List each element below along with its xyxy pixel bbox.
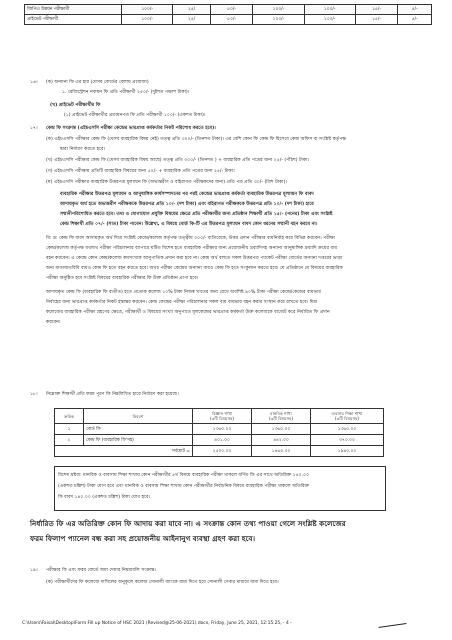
total-label: সর্বমোট = [55, 446, 193, 457]
cell: ১৫/- [355, 15, 397, 25]
paragraph-line: (খ) এইচএসসি পরীক্ষার কেন্দ্র ফি (যেসব ব্যবহারিক বিষয় আছে) তত্ত্ব প্রতি ৩০০/- (তিনশত ) + ব্যবহারিক প্রতি পত্রের জন্য ২৫/- (পঁচিশ) টাকা। [46, 158, 310, 163]
paragraph-line: অন্য যাতায়াতবিধি ব্যয়ও কেন্দ্র ফি হতে বহন করতে হবে। অথচ পরীক্ষা কেন্দ্রের অন্যান্য ব্যয়ও কেন্দ্র ফি হতে সংকুলান করতে হবে। যে প্রতিষ্ঠানে যে বিষয়ের ব্যবহারিক [46, 266, 343, 271]
cell: ৫/- [398, 15, 432, 25]
column-header: ব্যবসায় শিক্ষা শাখা (৩টি বিষয়সহ) [311, 409, 384, 424]
paragraph-line: (গ) এইচএসসি পরীক্ষায় প্রতিটি ব্যবহারিক বিষয়ের জন্য ৫০/- + ব্যবহারিক প্রতি পত্রের জন্য ২৫/- টাকা। [46, 169, 235, 174]
paragraph-line: পরীক্ষা অনুষ্ঠিত হবে সংশ্লিষ্ট বিষয়ের ব্যবহারিক পরীক্ষার ফি উক্ত প্রতিষ্ঠান প্রাপ্য হবে। [46, 276, 199, 281]
warning-line: নির্ধারিত ফি এর অতিরিক্ত কোন ফি আদায় করা যাবে না। এ সংক্রান্ত কোন তথ্য পাওয়া গেলে সংশ্লিষ্ট কলেজের [30, 519, 346, 528]
paragraph-line: দ্বারা নির্ধারণ করতে হবে। [60, 147, 106, 152]
paragraph-line: বহন করবেন। এ কেন্দ্রে কোন কেন্দ্র/কলেজ কমসংখ্যক আনুপাতিক প্রদান করা হবে না। কেন্দ্র অর্থ বলতে সকল উত্তরপত্র প্যাকেট পরীক্ষা বোর্ডের অন্যান্য দপ্তরের ভাড়া [46, 256, 343, 261]
cell: ১ [55, 424, 84, 435]
cell: ৪৪২.০০ [252, 435, 311, 446]
top-fee-table [24, 4, 432, 25]
paragraph-line: কেন্দ্র/কলেজ কর্তৃপক্ষ যথাযথ পরীক্ষা পরিচালনার ব্যাপারে ঘটিত বিশেষ হতে ব্যবহারিক পরীক্ষার জন্য প্রয়োজনীয় দ্রব্যাদিসহ অন্যান্য আনুষাঙ্গিক দ্রব্যাদি ক্রয়ের ব্যয় [46, 246, 338, 251]
document-footer: C:\Users\Faisal\Desktop\Form Fill up Notice of HSC 2021 (Revised@25-06-2021).docx, Friday, June 25, 2021, 12:15:25, - 4 - [22, 621, 292, 626]
cell: ৫/- [398, 5, 432, 15]
cell: ৩৭০.০০ [311, 435, 384, 446]
section-number: ১৭। [30, 126, 38, 131]
column-header: বিজ্ঞান শাখা (৩টি বিষয়সহ) [193, 409, 252, 424]
cell: ২৫০০.০০ [193, 446, 252, 457]
paragraph-line: (ক) পরীক্ষার্থীদের ফি কলেজে দাখিলের অনুকূলে কলেজ সোনালী ব্যাংকে জমা দিতে হবে সোনালী সেবার মাধ্যমে জমা দিতে হবে। [46, 580, 279, 585]
paragraph-line: (ক) অন্যান্য ফি এর হার (যেসব বোর্ডের বেলায় প্রযোজ্য) [46, 80, 149, 85]
section-number: ১৬। [30, 80, 38, 85]
cell: ২ [55, 435, 84, 446]
section-number: ১৯। [30, 568, 38, 573]
cell: ৫০/- [210, 15, 252, 25]
table-total-row [55, 446, 384, 457]
cell: কেন্দ্র ফি (ব্যবহারিক ফি'সহ) [84, 435, 193, 446]
paragraph-line: বি: দ্র: কেন্দ্র ফি বাবদ আদায়কৃত অর্থ দিয়ে সংশ্লিষ্ট কেন্দ্রে/কলেজ কর্তৃপক্ষ তত্ত্বীয় ৩০০/- ব্যতিরেকে, উত্তর প্রদান পরীক্ষার ব্যয়নির্বাহ করে বিভিন্ন করবেন। পরীক্ষা [46, 236, 336, 241]
section-number: ১৮। [30, 392, 38, 397]
paragraph-line: ১. রেজিস্ট্রেশন নবায়ন ফি প্রতি পরীক্ষার্থী ২৫০/- (দুইশত পঞ্চাশ টাকা)। [62, 90, 190, 95]
note-line: (একশত চল্লিশ) টাকা যোগ হবে এবং মানবিক ও ব্যবসায় শিক্ষা শাখায় কোন পরীক্ষার্থীর নির্বাচনিক বিষয়ে ব্যবহারিক পরীক্ষা থাকলে অতিরিক্ত [58, 484, 310, 489]
paragraph-line: আদায়কৃত কেন্দ্র ফি (ব্যবহারিক ফি ব্যতীত) হতে প্রত্যেক কলেজ ১০% টাকা নিজস্ব খাতের জন্য রেখে অবশিষ্ট ৯০% টাকা পরীক্ষা কেন্দ্রে/কেন্দ্রের ব্যয়ভার [46, 290, 321, 295]
cell: বোর্ড ফি [84, 424, 193, 435]
paragraph-line: (ঘ) এইচএসসি পরীক্ষার ব্যবহারিক উত্তরপত্র মূল্যায়ন ফি (অভ্যন্তরীণ ও বহিরাগত পরীক্ষকদের জন্য) প্রতি পত্র প্রতি ৩০/- (ত্রিশ টাকা)। [46, 180, 287, 185]
section-title: পরীক্ষার ফি এবং ফরম বোর্ডে জমা দেয়ার নিয়মাবলি সংক্রান্ত। [46, 568, 157, 573]
row-label: জিপিএ উন্নয়ন পরীক্ষার্থী [25, 5, 122, 15]
column-header: ক্রমিক [55, 409, 84, 424]
warning-line: ফরম ফিলাপ প্যানেল বন্ধ করা সহ প্রয়োজনীয় আইনানুগ ব্যবস্থা গ্রহণ করা হবে। [30, 534, 256, 543]
cell: ১০০/- [122, 15, 173, 25]
cell: ১৩৬০.০০ [193, 424, 252, 435]
cell: ১০০/- [253, 5, 304, 15]
table-row [25, 5, 432, 15]
table-row [55, 435, 384, 446]
note-line: ফি বাবদ ১৪০.০০ (একশত চল্লিশ) টাকা যোগ হবে। [58, 495, 151, 500]
cell: ১৯৪০.০০ [311, 446, 384, 457]
paragraph-line: করবেন। [46, 320, 61, 325]
special-note-box [54, 466, 386, 511]
note-line: বিশেষ দ্রষ্টব্য: মানবিক ও ব্যবসায় শিক্ষা শাখায় কোন পরীক্ষার্থীর ৪র্থ বিষয়ে ব্যবহারিক পরীক্ষা থাকলে বর্ণিত ফি এর সাথে অতিরিক্ত ১৪০.০০ [58, 473, 310, 478]
row-label: প্রাইভেট পরীক্ষার্থী [25, 15, 122, 25]
paragraph-line: আদায়কৃত অর্থ হতে অভ্যন্তরীণ পরীক্ষককে উত্তরপত্র প্রতি ১০/- (দশ টাকা) এবং বহিরাগত পরীক্ষককে উত্তরপত্র প্রতি ১০/- (দশ টাকা) হারে [60, 202, 314, 207]
paragraph-line: কলেজের ব্যবহারিক পরীক্ষা গ্রহণের ক্ষেত্রে, পরীক্ষার্থী ও বিষয়ের সংখ্যা অনুপাতে মূলকেন্দ্রের ভারপ্রাপ্ত কর্মকর্তা উক্ত কলেজকে বাজেট করে নির্ধারিত ফি প্রদান [46, 310, 330, 315]
subheading: (খ) প্রাইভেট পরীক্ষার্থীর ফি [50, 103, 101, 108]
cell: ১৩৬০.০০ [252, 424, 311, 435]
cell: ২৫/ [173, 5, 211, 15]
column-header: মানবিক শাখা (৩টি বিষয়সহ) [252, 409, 311, 424]
paragraph-line: সম্মানীপরিশোধিত করতে হবে। তথ্য ও যোগাযোগ প্রযুক্তি বিষয়ের ক্ষেত্রে প্রতি পরীক্ষার্থীর জন্য প্রতিষ্ঠান শিক্ষার্থী প্রতি ১৫/- (পনের) টাকা এবং সংশ্লিষ্ট [60, 212, 333, 217]
cell: ২৫/ [173, 15, 211, 25]
paragraph-line: (ক) এইচএসসি পরীক্ষার কেন্দ্র ফি (যেসব ব্যবহারিক বিষয় নেই) তত্ত্ব প্রতি ৩০০/- (তিনশত টাকা)। এর বেশি কোন ফি কেন্দ্র ফি হিসেবে কেন্দ্র অফিস বা সংশ্লিষ্ট কর্তৃপক্ষ [46, 137, 347, 142]
paragraph-line: কেন্দ্র শিক্ষার্থী প্রতি ০৭/- (সাত) টাকা পাবেন। উল্লেখ্য, এ বিষয়ে বোর্ড কি-টি এর উত্তরপত্র মূল্যায়ন বাবদ কোন ধরনের সম্মানী বহন করবে না। [60, 222, 318, 227]
cell: ১৪৬০.০০ [252, 446, 311, 457]
section-title: কেন্দ্র ফি সংক্রান্ত (এইচএসসি পরীক্ষা কেন্দ্রের ভারপ্রাপ্ত কর্মকর্তার নিকট পরিশোধ করতে হবে)। [46, 126, 216, 131]
table-header-row [55, 409, 384, 424]
cell: ১০০/- [253, 15, 304, 25]
paragraph-line: (১) প্রাইভেট পরীক্ষার্থীর প্রত্যয়নপত্র ফি প্রতি পরীক্ষার্থী ১০০/- (একশত টাকা)। [64, 113, 206, 118]
cell: ১৫/- [355, 5, 397, 15]
signature-mark [378, 615, 407, 628]
cell: ১০০/- [304, 5, 355, 15]
column-header: বিবরণ [84, 409, 193, 424]
table-row [55, 424, 384, 435]
cell: ১০০/- [304, 15, 355, 25]
table-row [25, 15, 432, 25]
paragraph-line: ব্যবহারিক পরীক্ষার উত্তরপত্র মূল্যায়ন ও আনুষাঙ্গিক কার্যসম্পাদনের পর পরই কেন্দ্রের ভারপ্রাপ্ত কর্মকর্তা ব্যবহারিক উত্তরপত্র মূল্যায়ন ফি বাবদ [60, 192, 314, 197]
cell: ৪০১.০০ [193, 435, 252, 446]
paragraph-line: নির্বাহের জন্য ভারপ্রাপ্ত কর্মকর্তার নিকট হস্তান্তর করবেন। কেন্দ্র কেন্দ্রের পরীক্ষা পরিচালনার সকল ব্যয় ব্যয়ভার বহন করার সংস্থান করে রাখতে হবে। মিশ্র [46, 300, 318, 305]
form-fee-table [54, 408, 384, 457]
cell: ১৩৬০.০০ [311, 424, 384, 435]
cell: ১০০/- [122, 5, 173, 15]
cell: ৫০/- [210, 5, 252, 15]
section-title: নিম্নোক্ত শিক্ষার্থী প্রতি ফরম পূরণ ফি নিম্নলিখিত হারে নির্ধারণ করা হয়েছে। [46, 392, 179, 397]
